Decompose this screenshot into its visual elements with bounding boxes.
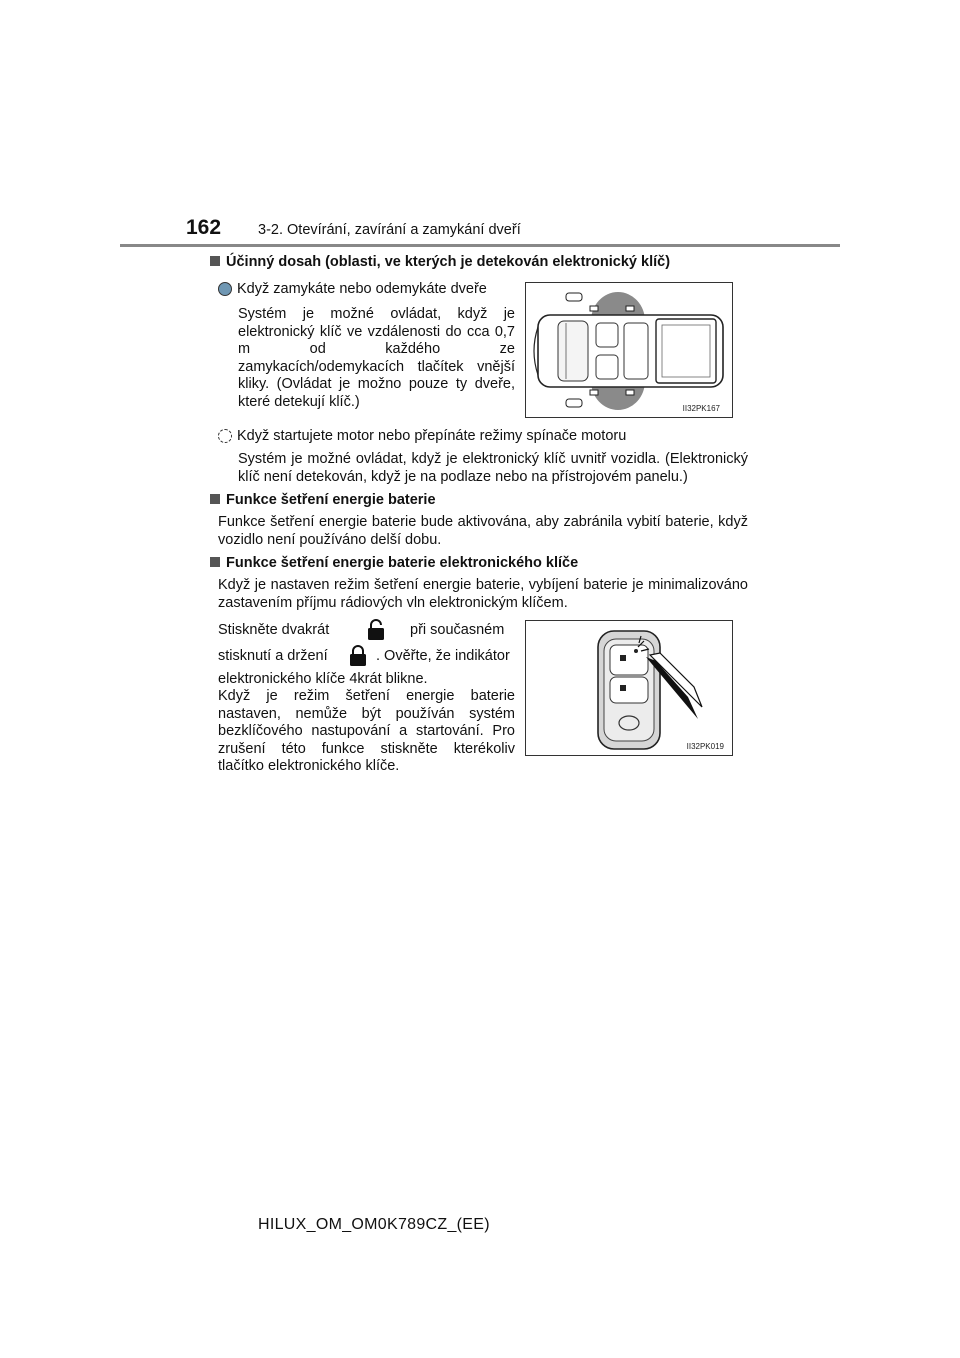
square-bullet-icon [210, 557, 220, 567]
heading-key-battery-saving [210, 555, 578, 571]
instr-line-2a: stisknutí a držení [218, 648, 328, 664]
square-bullet-icon [210, 494, 220, 504]
instr-line-1b: při současném [410, 622, 505, 638]
battery-saving-text: Funkce šetření energie baterie bude aktivována, aby zabránila vybití baterie, když vozidlo není používáno delší dobu. [218, 514, 748, 548]
item-lock-unlock-label [218, 281, 487, 297]
figure-vehicle-range [525, 282, 733, 418]
figure-smart-key [525, 620, 733, 756]
figure-label: II32PK167 [682, 404, 720, 413]
item-engine-start-text: Systém je možné ovládat, když je elektronický klíč uvnitř vozidla. (Elektronický klíč není detekován, když je na podlaze nebo na přístrojovém panelu.) [238, 451, 748, 485]
vehicle-top-view-illustration [526, 283, 732, 417]
instr-line-1a: Stiskněte dvakrát [218, 622, 330, 638]
lock-icon [348, 644, 368, 673]
instr-rest-text: Když je režim šetření energie baterie nastaven, nemůže být používán systém bezklíčového nastupování a startování. Pro zrušení této funkce stiskněte kterékoliv tlačítko elektronického klíče. [218, 688, 515, 774]
heading-battery-saving [210, 492, 436, 508]
section-title: 3-2. Otevírání, zavírání a zamykání dveří [258, 222, 521, 238]
heading-text: Účinný dosah (oblasti, ve kterých je detekován elektronický klíč) [226, 254, 671, 270]
document-code: HILUX_OM_OM0K789CZ_(EE) [258, 1216, 490, 1233]
page-number: 162 [186, 216, 222, 239]
heading-text: Funkce šetření energie baterie elektronického klíče [226, 555, 579, 571]
figure-label: II32PK019 [686, 742, 724, 751]
smart-key-illustration [526, 621, 732, 755]
item-engine-start-label [218, 428, 626, 444]
filled-oval-icon [218, 282, 232, 296]
item-lock-unlock-text: Systém je možné ovládat, když je elektronický klíč ve vzdálenosti do cca 0,7 m od každého ze zamykacích/odemykacích tlačítek vnější kliky. (Ovládat je možno pouze ty dveře, které detekují klíč.) [238, 306, 515, 410]
dashed-oval-icon [218, 429, 232, 443]
item-label-text: Když zamykáte nebo odemykáte dveře [237, 281, 487, 297]
item-label-text: Když startujete motor nebo přepínáte režimy spínače motoru [237, 428, 627, 444]
unlock-icon [366, 618, 386, 647]
instr-line-3: elektronického klíče 4krát blikne. [218, 671, 428, 687]
key-battery-saving-text: Když je nastaven režim šetření energie baterie, vybíjení baterie je minimalizováno zastavením příjmu rádiových vln elektronickým klíčem. [218, 577, 748, 611]
header-rule [120, 244, 840, 247]
instr-line-2b: . Ověřte, že indikátor [376, 648, 510, 664]
heading-text: Funkce šetření energie baterie [226, 492, 436, 508]
square-bullet-icon [210, 256, 220, 266]
heading-effective-range [210, 254, 670, 270]
